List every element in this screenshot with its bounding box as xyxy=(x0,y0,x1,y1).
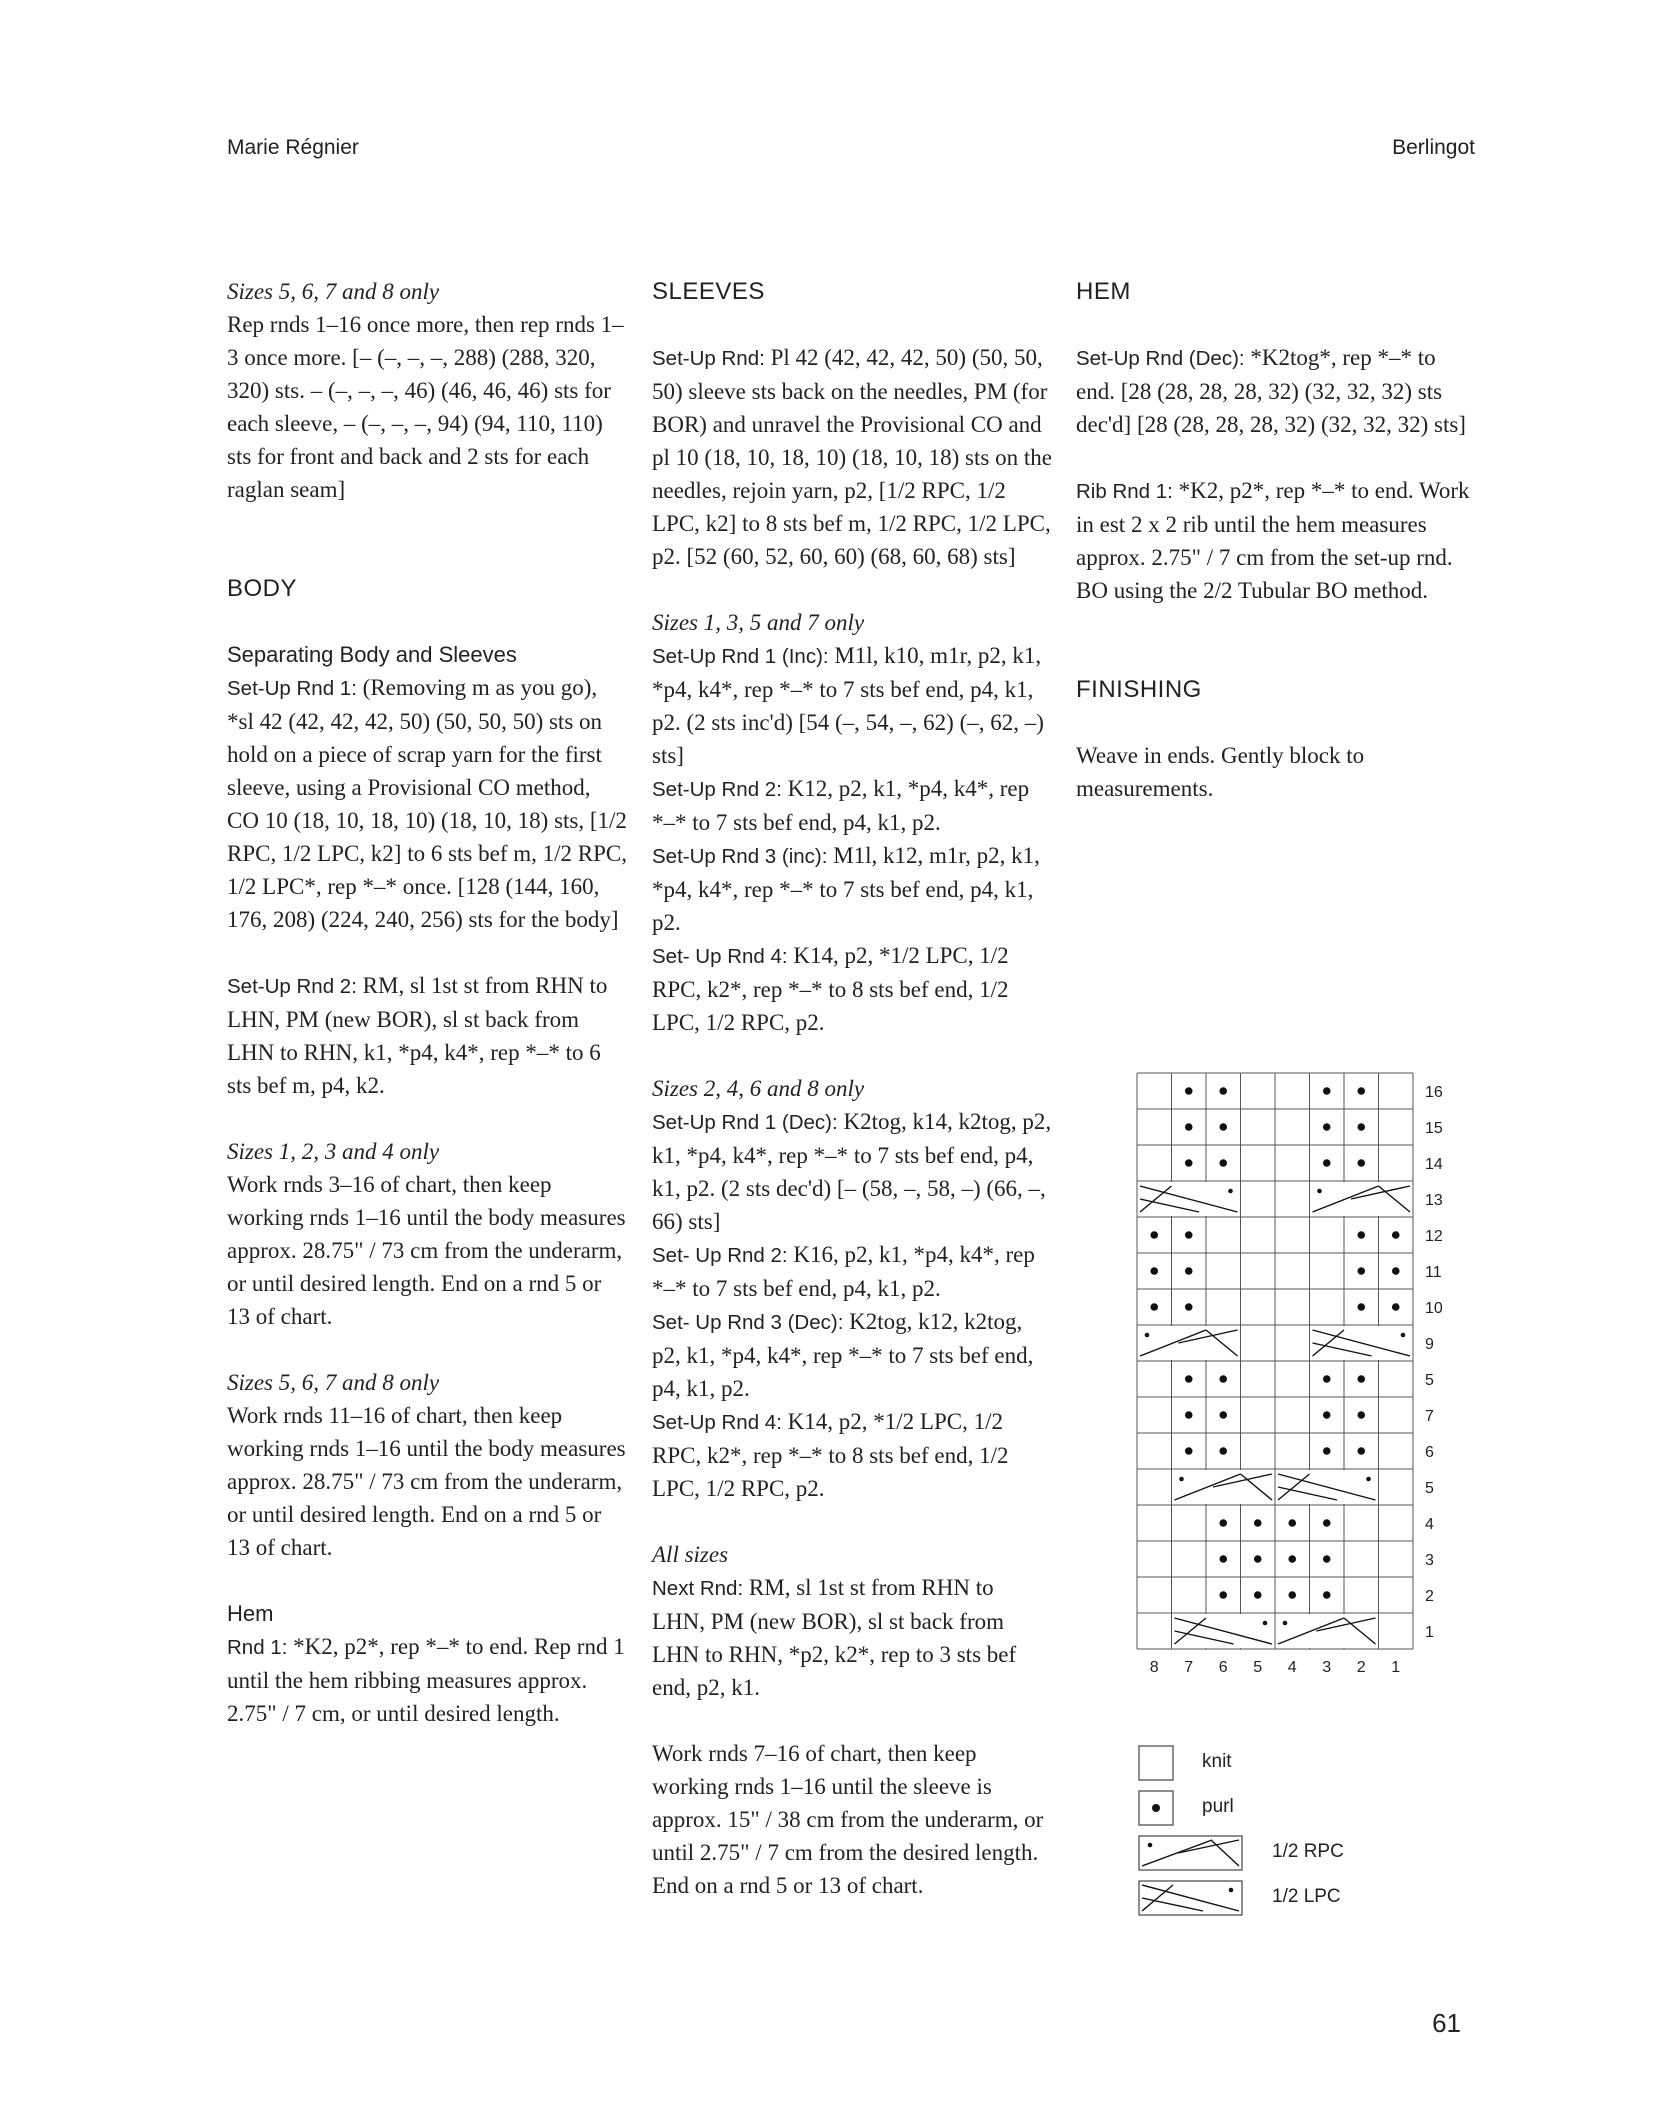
instruction-key: Set-Up Rnd 1: xyxy=(227,677,357,700)
purl-dot xyxy=(1357,1159,1365,1167)
purl-dot xyxy=(1288,1519,1296,1527)
cable-cell xyxy=(1138,1326,1240,1360)
cable-dot xyxy=(1283,1621,1288,1626)
cable-cell xyxy=(1276,1614,1378,1648)
sizes-5-8b-text: Work rnds 11–16 of chart, then keep working rnds 1–16 until the body measures approx. 28.75" / 73 cm from the underarm, or until desired length. End on a rnd 5 or 13 of chart. xyxy=(227,1403,626,1560)
purl-dot xyxy=(1185,1411,1193,1419)
column-left xyxy=(227,275,627,1730)
purl-dot xyxy=(1392,1231,1400,1239)
chart-row-label: 3 xyxy=(1425,1552,1434,1569)
purl-dot xyxy=(1150,1303,1158,1311)
running-header-title: Berlingot xyxy=(1392,136,1475,159)
purl-dot xyxy=(1219,1159,1227,1167)
chart-col-label: 3 xyxy=(1322,1659,1332,1676)
chart-row-label: 12 xyxy=(1425,1228,1443,1245)
sizes-1-4-text: Work rnds 3–16 of chart, then keep working rnds 1–16 until the body measures approx. 28.75" / 73 cm from the underarm, or until desired length. End on a rnd 5 or 13 of chart. xyxy=(227,1172,626,1329)
chart-row-label: 10 xyxy=(1425,1300,1443,1317)
purl-dot xyxy=(1219,1375,1227,1383)
body-hem-rnd-1 xyxy=(227,1630,627,1730)
body-setup-rnd-2 xyxy=(227,969,627,1102)
purl-dot xyxy=(1254,1519,1262,1527)
instruction-key: Set-Up Rnd 4: xyxy=(652,1411,782,1434)
instruction-key: Set- Up Rnd 2: xyxy=(652,1244,788,1267)
sizes-5-8-text: Rep rnds 1–16 once more, then rep rnds 1–3 once more. [– (–, –, –, 288) (288, 320, 320) sts. – (–, –, –, 46) (46, 46, 46) sts for each sleeve, – (–, –, –, 94) (94, 110, 110) sts for front and back and 2 sts for each raglan seam] xyxy=(227,312,624,502)
chart-row-label: 16 xyxy=(1425,1084,1443,1101)
purl-dot xyxy=(1185,1267,1193,1275)
purl-dot xyxy=(1219,1447,1227,1455)
purl-dot xyxy=(1288,1591,1296,1599)
instruction-key: Set-Up Rnd 2: xyxy=(227,975,357,998)
instruction-key: Set-Up Rnd 1 (Inc): xyxy=(652,645,829,668)
legend-lpc-label: 1/2 LPC xyxy=(1272,1886,1341,1907)
chart-row-label: 1 xyxy=(1425,1624,1434,1641)
purl-dot xyxy=(1392,1303,1400,1311)
even-setup-rnd-2 xyxy=(652,1238,1052,1305)
lpc-symbol-icon xyxy=(1138,1880,1248,1916)
sizes-even-heading: Sizes 2, 4, 6 and 8 only xyxy=(652,1076,865,1101)
purl-dot xyxy=(1323,1519,1331,1527)
purl-dot xyxy=(1357,1267,1365,1275)
chart-row-label: 9 xyxy=(1425,1336,1434,1353)
purl-dot xyxy=(1392,1267,1400,1275)
page-number: 61 xyxy=(1432,2008,1461,2038)
instruction-text: RM, sl 1st st from RHN to LHN, PM (new BOR), sl st back from LHN to RHN, k1, *p4, k4*, rep *–* to 6 sts bef m, p4, k2. xyxy=(227,973,608,1098)
finishing-text: Weave in ends. Gently block to measurements. xyxy=(1076,743,1365,801)
purl-dot xyxy=(1323,1591,1331,1599)
cable-cell xyxy=(1173,1470,1275,1504)
chart-row-label: 13 xyxy=(1425,1192,1443,1209)
chart-row-label: 11 xyxy=(1425,1264,1442,1281)
instruction-text: K2tog, k12, k2tog, p2, k1, *p4, k4*, rep *–* to 7 sts bef end, p4, k1, p2. xyxy=(652,1309,1034,1401)
chart-row-label: 5 xyxy=(1425,1480,1434,1497)
purl-dot xyxy=(1357,1447,1365,1455)
instruction-key: Rnd 1: xyxy=(227,1636,288,1659)
legend-purl-label: purl xyxy=(1202,1796,1234,1817)
purl-dot xyxy=(1219,1519,1227,1527)
chart-row-label: 15 xyxy=(1425,1120,1443,1137)
purl-dot xyxy=(1323,1555,1331,1563)
purl-dot xyxy=(1185,1159,1193,1167)
purl-dot xyxy=(1185,1231,1193,1239)
cable-dot xyxy=(1179,1477,1184,1482)
sleeves-heading: SLEEVES xyxy=(652,278,765,305)
purl-dot xyxy=(1357,1411,1365,1419)
odd-setup-rnd-3 xyxy=(652,839,1052,939)
sizes-1-4-heading: Sizes 1, 2, 3 and 4 only xyxy=(227,1139,440,1164)
body-heading: BODY xyxy=(227,575,298,602)
purl-dot xyxy=(1219,1087,1227,1095)
cable-dot xyxy=(1401,1333,1406,1338)
chart-row-label: 7 xyxy=(1425,1408,1434,1425)
chart-col-label: 5 xyxy=(1253,1659,1263,1676)
even-setup-rnd-4 xyxy=(652,1405,1052,1505)
purl-dot xyxy=(1323,1411,1331,1419)
hem-rib-rnd-1 xyxy=(1076,474,1476,607)
legend-rpc-label: 1/2 RPC xyxy=(1272,1841,1344,1862)
instruction-text: (Removing m as you go), *sl 42 (42, 42, 42, 50) (50, 50, 50) sts on hold on a piece of scrap yarn for the first sleeve, using a Provisional CO method, CO 10 (18, 10, 18, 10) (18, 10, 18) sts, [1/2 RPC, 1/2 LPC, k2] to 6 sts bef m, 1/2 RPC, 1/2 LPC*, rep *–* once. [128 (144, 160, 176, 208) (224, 240, 256) sts for the body] xyxy=(227,675,628,932)
instruction-text: K12, p2, k1, *p4, k4*, rep *–* to 7 sts bef end, p4, k1, p2. xyxy=(652,776,1030,835)
chart-row-label: 5 xyxy=(1425,1372,1434,1389)
purl-dot xyxy=(1323,1375,1331,1383)
purl-dot xyxy=(1323,1123,1331,1131)
chart-col-label: 7 xyxy=(1184,1659,1194,1676)
purl-dot xyxy=(1219,1411,1227,1419)
purl-dot xyxy=(1185,1123,1193,1131)
purl-dot xyxy=(1288,1555,1296,1563)
body-setup-rnd-1 xyxy=(227,671,627,936)
stitch-chart xyxy=(1136,1072,1466,1697)
instruction-key: Set- Up Rnd 4: xyxy=(652,945,788,968)
chart-row-label: 14 xyxy=(1425,1156,1443,1173)
stitch-chart-svg xyxy=(1136,1072,1466,1692)
instruction-key: Set-Up Rnd (Dec): xyxy=(1076,347,1245,370)
chart-row-label: 4 xyxy=(1425,1516,1434,1533)
chart-col-label: 8 xyxy=(1149,1659,1159,1676)
purl-dot xyxy=(1219,1591,1227,1599)
instruction-key: Set- Up Rnd 3 (Dec): xyxy=(652,1311,844,1334)
rpc-symbol-icon xyxy=(1138,1835,1248,1871)
sizes-5-8b-heading: Sizes 5, 6, 7 and 8 only xyxy=(227,1370,440,1395)
sleeve-setup-rnd xyxy=(652,341,1052,573)
chart-row-label: 2 xyxy=(1425,1588,1434,1605)
purl-symbol-icon xyxy=(1138,1790,1178,1826)
column-middle xyxy=(652,275,1052,1902)
chart-col-label: 4 xyxy=(1287,1659,1297,1676)
separating-heading: Separating Body and Sleeves xyxy=(227,642,517,667)
running-header-author: Marie Régnier xyxy=(227,136,359,159)
purl-dot xyxy=(1254,1591,1262,1599)
purl-dot xyxy=(1323,1447,1331,1455)
purl-dot xyxy=(1185,1447,1193,1455)
purl-dot xyxy=(1323,1087,1331,1095)
all-sizes-heading: All sizes xyxy=(652,1542,729,1567)
instruction-text: K14, p2, *1/2 LPC, 1/2 RPC, k2*, rep *–* to 8 sts bef end, 1/2 LPC, 1/2 RPC, p2. xyxy=(652,943,1009,1035)
purl-dot xyxy=(1357,1087,1365,1095)
instruction-key: Rib Rnd 1: xyxy=(1076,480,1173,503)
cable-cell xyxy=(1311,1182,1413,1216)
instruction-text: M1l, k12, m1r, p2, k1, *p4, k4*, rep *–* to 7 sts bef end, p4, k1, p2. xyxy=(652,843,1040,935)
purl-dot xyxy=(1254,1555,1262,1563)
column-right xyxy=(1076,275,1476,805)
purl-dot xyxy=(1357,1303,1365,1311)
instruction-text: *K2, p2*, rep *–* to end. Rep rnd 1 until the hem ribbing measures approx. 2.75" / 7 cm, or until desired length. xyxy=(227,1634,625,1726)
even-setup-rnd-3 xyxy=(652,1305,1052,1405)
purl-dot xyxy=(1219,1555,1227,1563)
instruction-key: Set-Up Rnd 3 (inc): xyxy=(652,845,828,868)
next-rnd xyxy=(652,1571,1052,1704)
instruction-text: K14, p2, *1/2 LPC, 1/2 RPC, k2*, rep *–* to 8 sts bef end, 1/2 LPC, 1/2 RPC, p2. xyxy=(652,1409,1009,1501)
instruction-key: Next Rnd: xyxy=(652,1577,744,1600)
odd-setup-rnd-4 xyxy=(652,939,1052,1039)
chart-col-label: 6 xyxy=(1218,1659,1228,1676)
cable-dot xyxy=(1228,1189,1233,1194)
sizes-odd-heading: Sizes 1, 3, 5 and 7 only xyxy=(652,610,865,635)
hem-setup-rnd xyxy=(1076,341,1476,441)
hem-heading: HEM xyxy=(1076,278,1131,305)
body-hem-heading: Hem xyxy=(227,1601,274,1626)
chart-col-label: 1 xyxy=(1391,1659,1401,1676)
instruction-key: Set-Up Rnd 2: xyxy=(652,778,782,801)
instruction-text: *K2tog*, rep *–* to end. [28 (28, 28, 28, 32) (32, 32, 32) sts dec'd] [28 (28, 28, 28, 32) (32, 32, 32) sts] xyxy=(1076,345,1466,437)
knit-symbol-icon xyxy=(1138,1745,1178,1781)
sleeve-final-text: Work rnds 7–16 of chart, then keep working rnds 1–16 until the sleeve is approx. 15" / 38 cm from the underarm, or until 2.75" / 7 cm from the desired length. End on a rnd 5 or 13 of chart. xyxy=(652,1741,1044,1898)
purl-dot xyxy=(1150,1267,1158,1275)
instruction-text: *K2, p2*, rep *–* to end. Work in est 2 x 2 rib until the hem measures approx. 2.75" / 7 cm from the set-up rnd. BO using the 2/2 Tubular BO method. xyxy=(1076,478,1470,603)
purl-dot xyxy=(1323,1159,1331,1167)
purl-dot xyxy=(1185,1303,1193,1311)
purl-dot xyxy=(1357,1375,1365,1383)
instruction-text: M1l, k10, m1r, p2, k1, *p4, k4*, rep *–* to 7 sts bef end, p4, k1, p2. (2 sts inc'd) [54 (–, 54, –, 62) (–, 62, –) sts] xyxy=(652,643,1044,768)
purl-dot xyxy=(1185,1375,1193,1383)
purl-dot xyxy=(1219,1123,1227,1131)
even-setup-rnd-1 xyxy=(652,1105,1052,1238)
odd-setup-rnd-2 xyxy=(652,772,1052,839)
purl-dot xyxy=(1150,1231,1158,1239)
instruction-key: Set-Up Rnd: xyxy=(652,347,765,370)
chart-col-label: 2 xyxy=(1356,1659,1366,1676)
legend-knit-label: knit xyxy=(1202,1751,1232,1772)
instruction-text: K16, p2, k1, *p4, k4*, rep *–* to 7 sts bef end, p4, k1, p2. xyxy=(652,1242,1035,1301)
instruction-text: Pl 42 (42, 42, 42, 50) (50, 50, 50) sleeve sts back on the needles, PM (for BOR) and unravel the Provisional CO and pl 10 (18, 10, 18, 10) (18, 10, 18) sts on the needles, rejoin yarn, p2, [1/2 RPC, 1/2 LPC, k2] to 8 sts bef m, 1/2 RPC, 1/2 LPC, p2. [52 (60, 52, 60, 60) (68, 60, 68) sts] xyxy=(652,345,1052,569)
purl-dot xyxy=(1185,1087,1193,1095)
purl-dot xyxy=(1357,1231,1365,1239)
chart-row-label: 6 xyxy=(1425,1444,1434,1461)
sizes-5-8-heading: Sizes 5, 6, 7 and 8 only xyxy=(227,279,440,304)
cable-dot xyxy=(1317,1189,1322,1194)
purl-dot xyxy=(1357,1123,1365,1131)
instruction-text: RM, sl 1st st from RHN to LHN, PM (new BOR), sl st back from LHN to RHN, *p2, k2*, rep to 3 sts bef end, p2, k1. xyxy=(652,1575,1017,1700)
cable-dot xyxy=(1366,1477,1371,1482)
instruction-text: K2tog, k14, k2tog, p2, k1, *p4, k4*, rep *–* to 7 sts bef end, p4, k1, p2. (2 sts dec'd) [– (58, –, 58, –) (66, –, 66) sts] xyxy=(652,1109,1052,1234)
instruction-key: Set-Up Rnd 1 (Dec): xyxy=(652,1111,838,1134)
cable-dot xyxy=(1263,1621,1268,1626)
odd-setup-rnd-1 xyxy=(652,639,1052,772)
cable-dot xyxy=(1145,1333,1150,1338)
finishing-heading: FINISHING xyxy=(1076,676,1202,703)
